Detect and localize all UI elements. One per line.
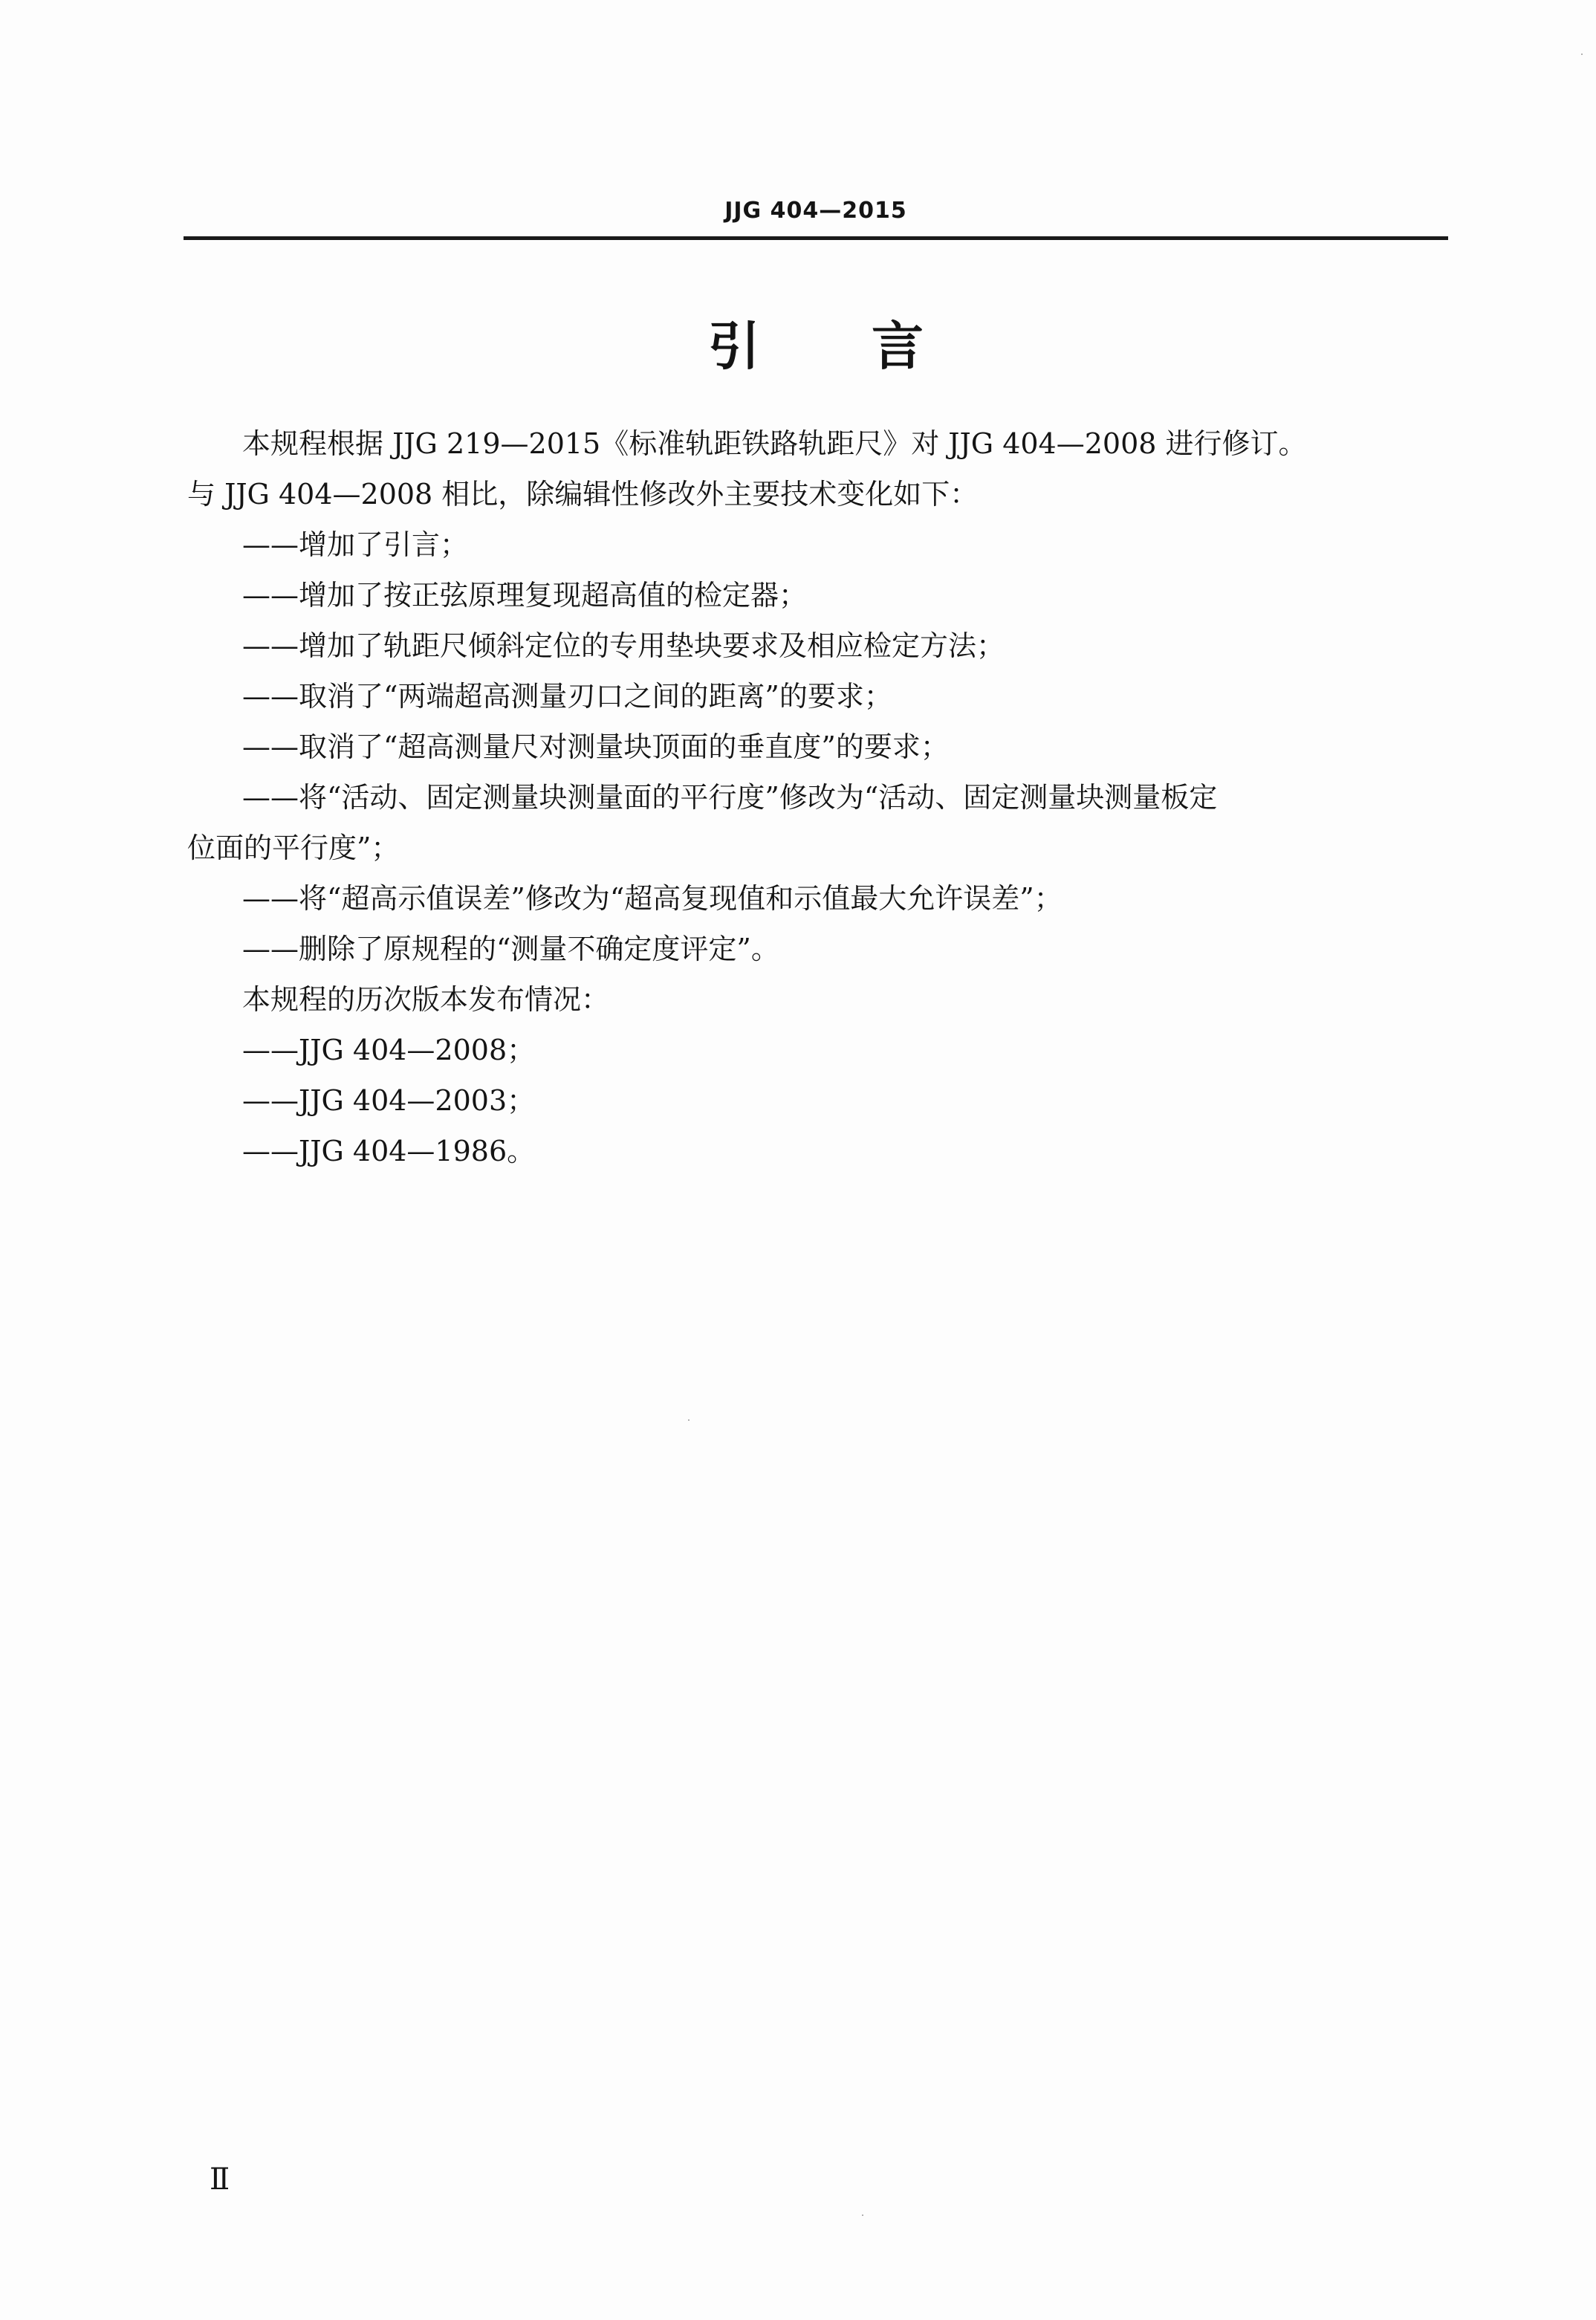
page-number: Ⅱ (210, 2162, 230, 2197)
change-item: ——删除了原规程的“测量不确定度评定”。 (242, 933, 779, 965)
scan-speck (862, 2214, 863, 2216)
page-title: 引言 (708, 316, 1035, 377)
header-rule (184, 236, 1448, 240)
change-item: ——取消了“超高测量尺对测量块顶面的垂直度”的要求； (242, 730, 949, 763)
change-item: ——增加了轨距尺倾斜定位的专用垫块要求及相应检定方法； (242, 629, 1005, 662)
change-item: ——增加了按正弦原理复现超高值的检定器； (242, 579, 808, 612)
history-item: ——JJG 404—2008； (242, 1034, 536, 1066)
intro-line-1: 本规程根据 JJG 219—2015《标准轨距铁路轨距尺》对 JJG 404—2008 进行修订。 (242, 427, 1307, 460)
history-intro: 本规程的历次版本发布情况： (242, 983, 610, 1016)
history-item: ——JJG 404—2003； (242, 1084, 536, 1117)
scan-speck (688, 1419, 690, 1421)
change-item: ——将“活动、固定测量块测量面的平行度”修改为“活动、固定测量块测量板定 (242, 781, 1218, 814)
change-item: ——取消了“两端超高测量刃口之间的距离”的要求； (242, 680, 892, 713)
change-item: ——将“超高示值误差”修改为“超高复现值和示值最大允许误差”； (242, 882, 1063, 915)
scan-speck (1581, 54, 1583, 55)
history-item: ——JJG 404—1986。 (242, 1135, 536, 1167)
header-standard-code: JJG 404—2015 (724, 198, 907, 224)
intro-line-2: 与 JJG 404—2008 相比，除编辑性修改外主要技术变化如下： (187, 478, 979, 511)
change-item-continuation: 位面的平行度”； (187, 832, 400, 864)
change-item: ——增加了引言； (242, 528, 469, 561)
